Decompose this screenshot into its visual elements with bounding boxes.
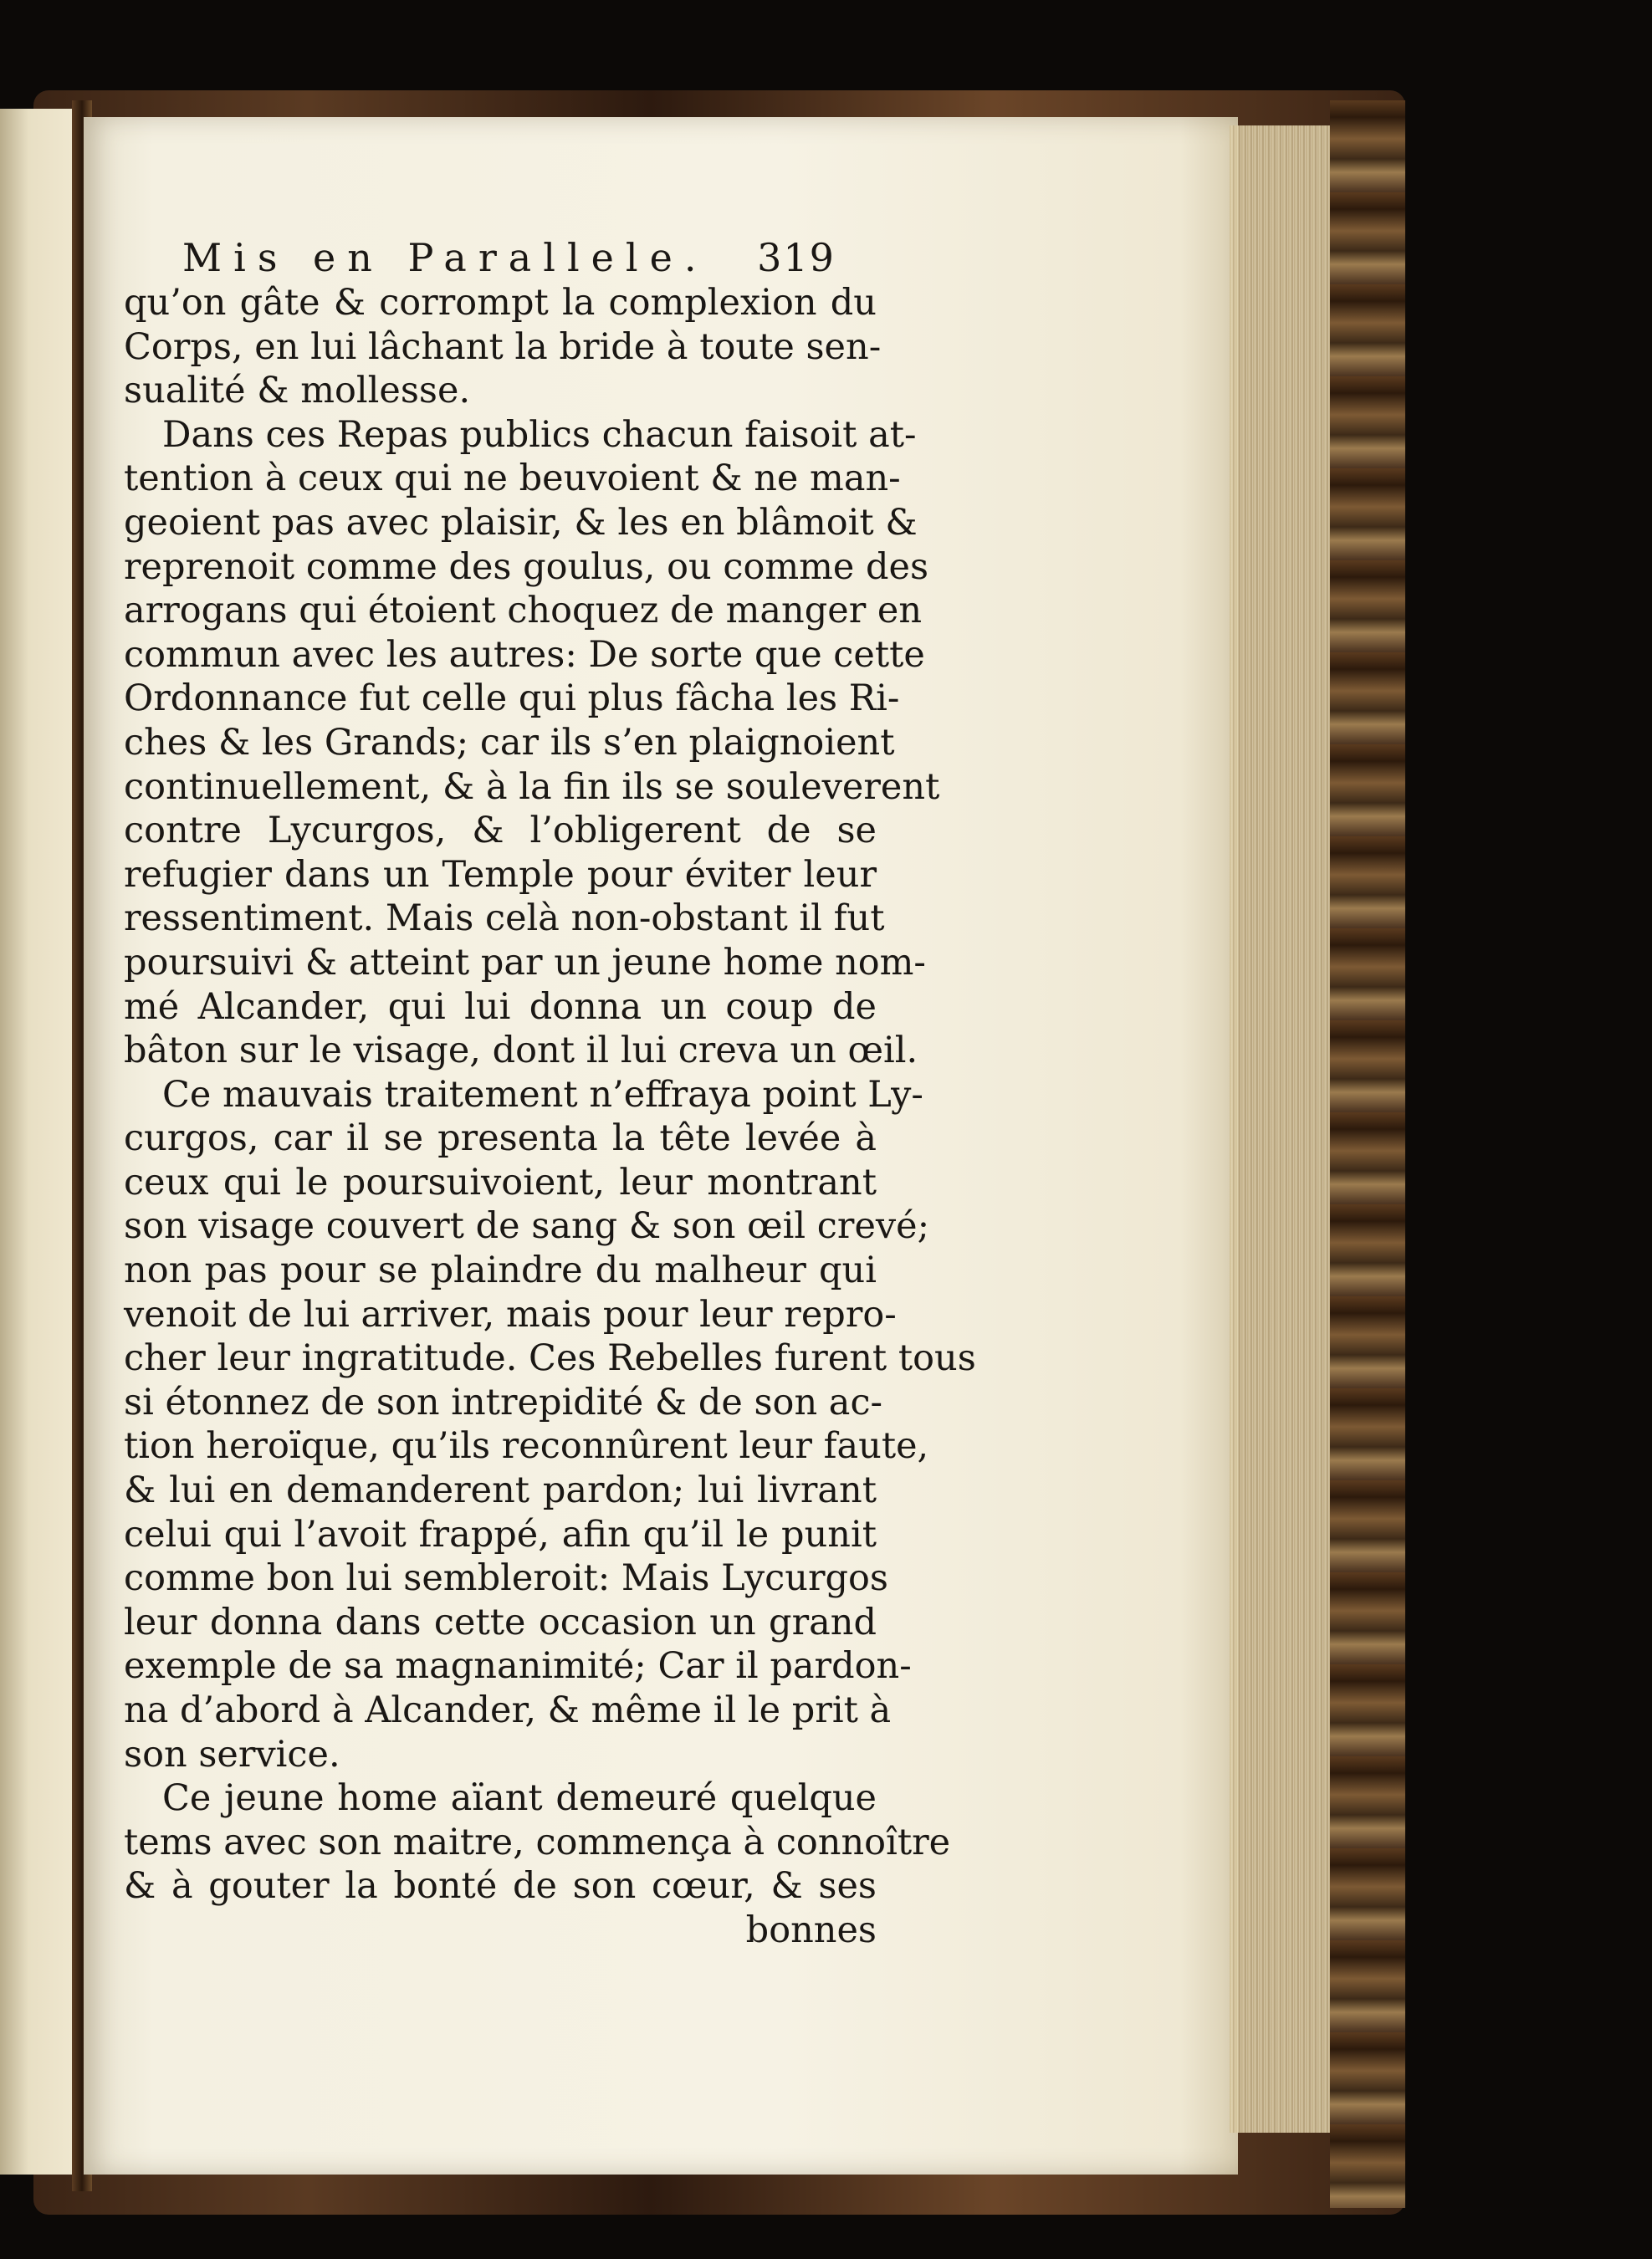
text-line: celui qui l’avoit frappé, afin qu’il le punit [124,1513,877,1556]
text-line: mé Alcander, qui lui donna un coup de [124,985,877,1028]
text-line: son visage couvert de sang & son œil crevé; [124,1205,930,1248]
text-line: refugier dans un Temple pour éviter leur [124,853,877,896]
text-line: geoient pas avec plaisir, & les en blâmoit & [124,501,918,544]
text-line: leur donna dans cette occasion un grand [124,1601,877,1643]
text-line: tion heroïque, qu’ils reconnûrent leur faute, [124,1425,929,1468]
text-line: bâton sur le visage, dont il lui creva un œil. [124,1030,918,1072]
text-line: Corps, en lui lâchant la bride à toute sen- [124,325,882,368]
text-line: si étonnez de son intrepidité & de son ac- [124,1381,883,1423]
text-line: son service. [124,1733,340,1776]
page-fore-edge [1230,125,1330,2133]
text-line: & lui en demanderent pardon; lui livrant [124,1469,877,1512]
text-line: venoit de lui arriver, mais pour leur repro- [124,1293,897,1336]
text-line: cher leur ingratitude. Ces Rebelles furent tous [124,1337,976,1380]
text-line: sualité & mollesse. [124,370,471,412]
text-line: ches & les Grands; car ils s’en plaignoient [124,721,895,764]
text-line: commun avec les autres: De sorte que cette [124,633,925,676]
text-line: continuellement, & à la fin ils se souleverent [124,765,940,808]
book-spine [1330,100,1405,2208]
text-line: Ce jeune home aïant demeuré quelque [162,1777,877,1820]
catchword: bonnes [745,1909,877,1951]
text-line: & à gouter la bonté de son cœur, & ses [124,1865,877,1908]
text-line: curgos, car il se presenta la tête levée à [124,1117,877,1160]
text-line: contre Lycurgos, & l’obligerent de se [124,810,877,852]
text-line: ceux qui le poursuivoient, leur montrant [124,1161,877,1204]
text-line: Ordonnance fut celle qui plus fâcha les Ri- [124,677,900,720]
running-head [182,234,877,281]
page-text [124,234,976,1953]
text-line: qu’on gâte & corrompt la complexion du [124,282,877,324]
text-line: ressentiment. Mais celà non-obstant il fut [124,897,885,940]
text-line: exemple de sa magnanimité; Car il pardon- [124,1645,912,1688]
text-line: na d’abord à Alcander, & même il le prit à [124,1689,892,1731]
text-line: comme bon lui sembleroit: Mais Lycurgos [124,1557,888,1600]
text-line: reprenoit comme des goulus, ou comme des [124,545,929,588]
text-line: tems avec son maitre, commença à connoître [124,1821,951,1863]
text-line: Dans ces Repas publics chacun faisoit at- [162,413,917,456]
running-head-title: Mis en Parallele. [182,235,708,280]
text-line: poursuivi & atteint par un jeune home nom- [124,941,926,984]
facing-page-edge [0,109,77,2175]
text-line: arrogans qui étoient choquez de manger en [124,590,923,632]
text-line: tention à ceux qui ne beuvoient & ne man- [124,457,901,500]
page-number: 319 [757,235,836,280]
text-line: non pas pour se plaindre du malheur qui [124,1250,877,1292]
text-line: Ce mauvais traitement n’effraya point Ly- [162,1073,923,1116]
